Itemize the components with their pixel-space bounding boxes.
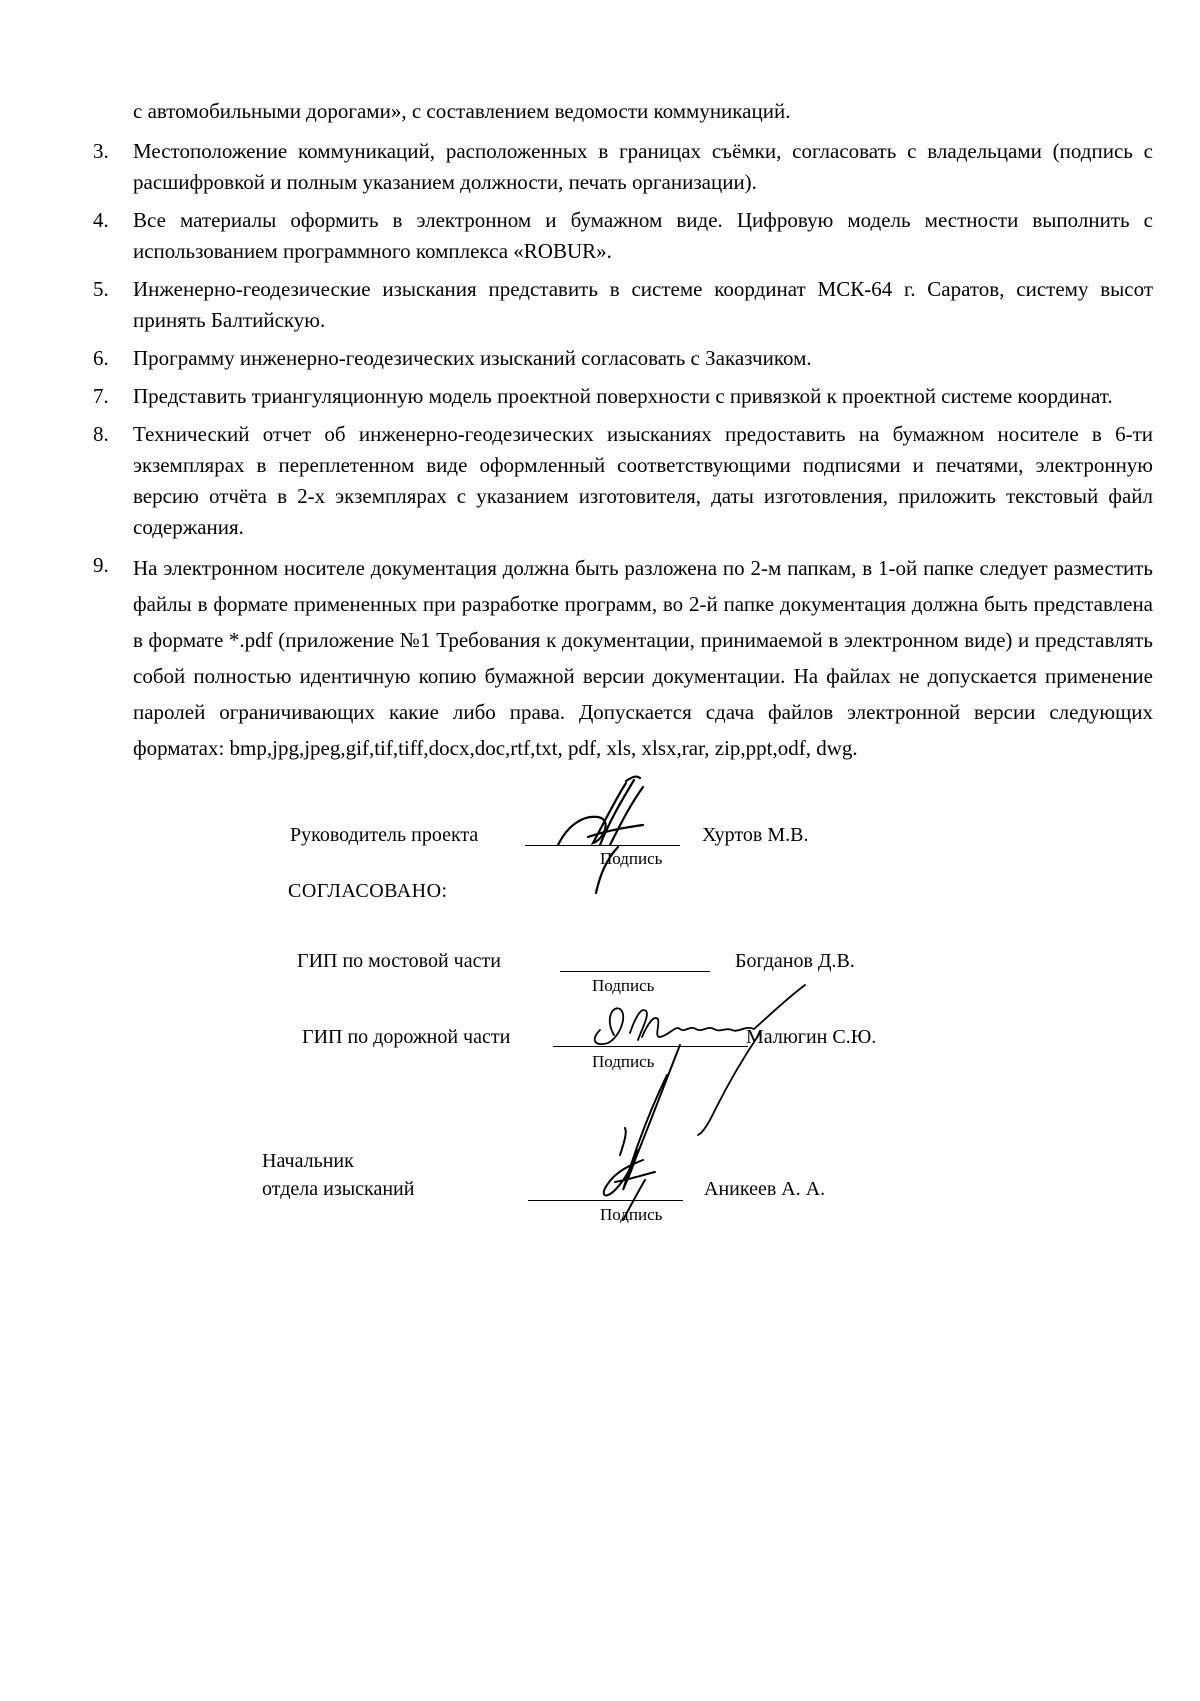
agreed-heading: СОГЛАСОВАНО: [288, 880, 448, 902]
list-item [93, 136, 1153, 198]
requirements-list [93, 96, 1153, 773]
signatory-role: ГИП по мостовой части [297, 950, 501, 972]
signatory-role: Руководитель проекта [290, 824, 479, 846]
item-text: На электронном носителе документация должна быть разложена по 2-м папкам, в 1-ой папке следует разместить файлы в формате примененных при разработке программ, во 2-й папке документация должна быть представлена в формате *.pdf (приложение №1 Требования к документации, принимаемой в электронном виде) и представлять собой полностью идентичную копию бумажной версии документации. На файлах не допускается применение паролей ограничивающих какие либо права. Допускается сдача файлов электронной версии следующих форматах: bmp,jpg,jpeg,gif,tif,tiff,docx,doc,rtf,txt, pdf, xls, xlsx,rar, zip,ppt,odf, dwg. [133, 556, 1153, 760]
list-item [93, 381, 1153, 412]
list-item [93, 274, 1153, 336]
signatory-role-line1: Начальник [262, 1150, 354, 1172]
item-number: 6. [93, 346, 109, 370]
item-text: Представить триангуляционную модель проектной поверхности с привязкой к проектной системе координат. [133, 384, 1113, 408]
signatory-name: Богданов Д.В. [735, 950, 855, 972]
signatory-role-line2: отдела изысканий [262, 1178, 415, 1200]
item-text: Технический отчет об инженерно-геодезических изысканиях предоставить на бумажном носителе в 6-ти экземплярах в переплетенном виде оформленный соответствующими подписями и печатями, электронную версию отчёта в 2-х экземплярах с указанием изготовителя, даты изготовления, приложить текстовый файл содержания. [133, 422, 1153, 539]
item-number: 5. [93, 277, 109, 301]
continuation-paragraph: с автомобильными дорогами», с составлением ведомости коммуникаций. [133, 99, 791, 123]
signature-line [560, 971, 710, 972]
signature-caption: Подпись [600, 1205, 663, 1224]
signatory-role: ГИП по дорожной части [302, 1026, 511, 1048]
item-text: Все материалы оформить в электронном и бумажном виде. Цифровую модель местности выполнить с использованием программного комплекса «ROBUR». [133, 208, 1153, 263]
item-number: 9. [93, 553, 109, 577]
item-number: 4. [93, 208, 109, 232]
item-number: 7. [93, 384, 109, 408]
signatory-name: Хуртов М.В. [702, 824, 809, 846]
handwritten-signature [575, 1040, 705, 1225]
item-text: Программу инженерно-геодезических изысканий согласовать с Заказчиком. [133, 346, 812, 370]
handwritten-signature [548, 775, 678, 895]
list-item [93, 205, 1153, 267]
signatory-name: Аникеев А. А. [704, 1178, 826, 1200]
signature-caption: Подпись [592, 976, 655, 995]
signature-caption: Подпись [600, 849, 663, 868]
list-item [93, 550, 1153, 766]
item-text: Инженерно-геодезические изыскания представить в системе координат МСК-64 г. Саратов, систему высот принять Балтийскую. [133, 277, 1153, 332]
item-text: Местоположение коммуникаций, расположенных в границах съёмки, согласовать с владельцами (подпись с расшифровкой и полным указанием должности, печать организации). [133, 139, 1153, 194]
signatory-name: Малюгин С.Ю. [746, 1026, 877, 1048]
list-item [93, 343, 1153, 374]
list-item [93, 419, 1153, 543]
signature-caption: Подпись [592, 1052, 655, 1071]
item-number: 3. [93, 139, 109, 163]
item-number: 8. [93, 422, 109, 446]
